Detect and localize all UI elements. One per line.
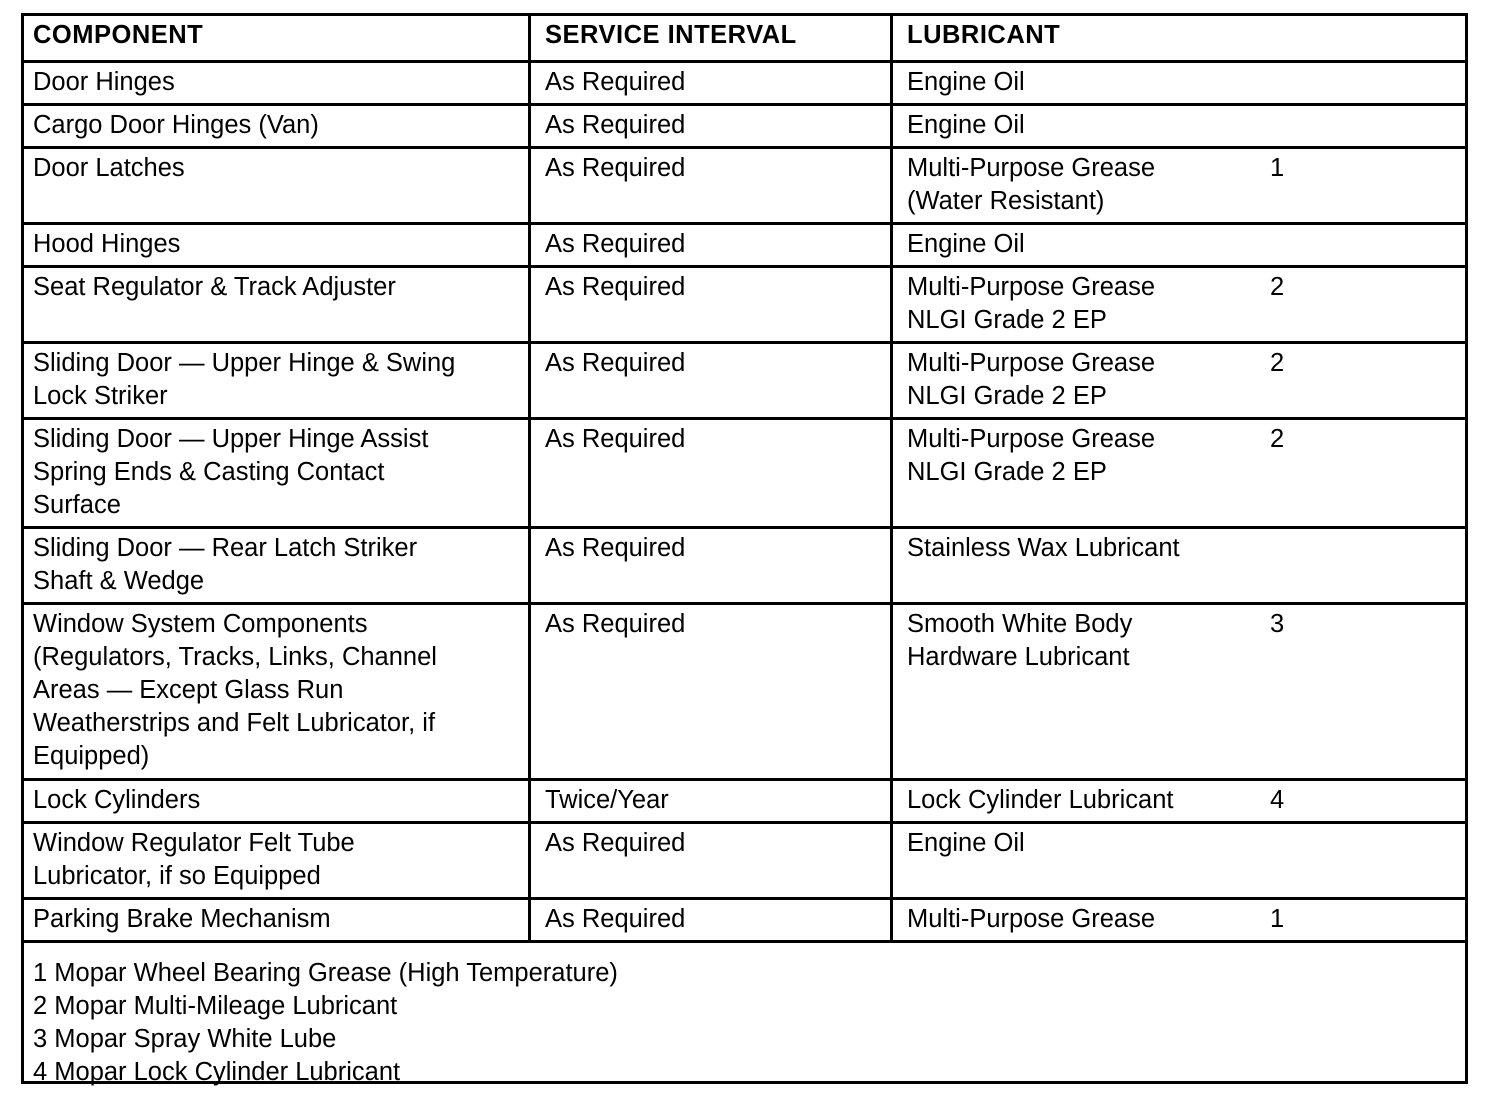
footnote-4: 4 Mopar Lock Cylinder Lubricant [33,1058,401,1086]
table-row [24,605,1465,781]
interval-cell: As Required [531,225,893,265]
interval-cell: As Required [531,529,893,602]
lubricant-cell: Engine Oil [907,829,1025,857]
lubricant-cell: Engine Oil [907,230,1025,258]
footnote-ref: 2 [1270,349,1285,377]
interval-cell: Twice/Year [531,781,893,821]
header-component: COMPONENT [24,16,531,60]
table-row [24,268,1465,344]
footnote-ref: 2 [1270,425,1285,453]
lubricant-cell: Multi-Purpose Grease NLGI Grade 2 EP [907,425,1156,486]
table-row [24,149,1465,225]
table-row [24,529,1465,605]
footnote-ref: 1 [1270,154,1285,182]
interval-cell: As Required [531,106,893,146]
table-row [24,225,1465,268]
lubricant-cell: Lock Cylinder Lubricant [907,786,1174,814]
interval-cell: As Required [531,420,893,526]
table-row [24,781,1465,824]
interval-cell: As Required [531,605,893,778]
footnote-3: 3 Mopar Spray White Lube [33,1025,337,1053]
component-cell: Sliding Door — Upper Hinge & Swing Lock Striker [24,344,531,417]
table-row [24,824,1465,900]
interval-cell: As Required [531,344,893,417]
table-row [24,63,1465,106]
interval-cell: As Required [531,900,893,940]
component-cell: Window System Components (Regulators, Tracks, Links, Channel Areas — Except Glass Run Weatherstrips and Felt Lubricator, if Equipped) [24,605,531,778]
component-cell: Lock Cylinders [24,781,531,821]
interval-cell: As Required [531,824,893,897]
component-cell: Door Latches [24,149,531,222]
footnote-ref: 2 [1270,273,1285,301]
interval-cell: As Required [531,268,893,341]
footnote-1: 1 Mopar Wheel Bearing Grease (High Temperature) [33,959,618,987]
component-cell: Door Hinges [24,63,531,103]
component-cell: Window Regulator Felt Tube Lubricator, if so Equipped [24,824,531,897]
lubricant-cell: Multi-Purpose Grease [907,905,1156,933]
component-cell: Parking Brake Mechanism [24,900,531,940]
lubrication-table [21,13,1468,1084]
table-row [24,420,1465,529]
lubricant-cell: Stainless Wax Lubricant [907,534,1180,562]
lubricant-cell: Multi-Purpose Grease (Water Resistant) [907,154,1156,215]
component-cell: Sliding Door — Rear Latch Striker Shaft & Wedge [24,529,531,602]
component-cell: Cargo Door Hinges (Van) [24,106,531,146]
lubricant-cell: Smooth White Body Hardware Lubricant [907,610,1133,671]
component-cell: Sliding Door — Upper Hinge Assist Spring Ends & Casting Contact Surface [24,420,531,526]
lubricant-cell: Multi-Purpose Grease NLGI Grade 2 EP [907,273,1156,334]
table-row [24,344,1465,420]
interval-cell: As Required [531,149,893,222]
footnote-ref: 3 [1270,610,1285,638]
component-cell: Seat Regulator & Track Adjuster [24,268,531,341]
footnotes-block [33,957,618,1089]
component-cell: Hood Hinges [24,225,531,265]
footnote-ref: 1 [1270,905,1285,933]
footnote-ref: 4 [1270,786,1285,814]
footnote-2: 2 Mopar Multi-Mileage Lubricant [33,992,398,1020]
lubricant-cell: Multi-Purpose Grease NLGI Grade 2 EP [907,349,1156,410]
lubricant-cell: Engine Oil [907,111,1025,139]
header-service-interval: SERVICE INTERVAL [531,16,893,60]
table-row [24,900,1465,943]
lubricant-cell: Engine Oil [907,68,1025,96]
table-row [24,106,1465,149]
interval-cell: As Required [531,63,893,103]
table-header-row [24,16,1465,63]
header-lubricant: LUBRICANT [907,21,1061,49]
